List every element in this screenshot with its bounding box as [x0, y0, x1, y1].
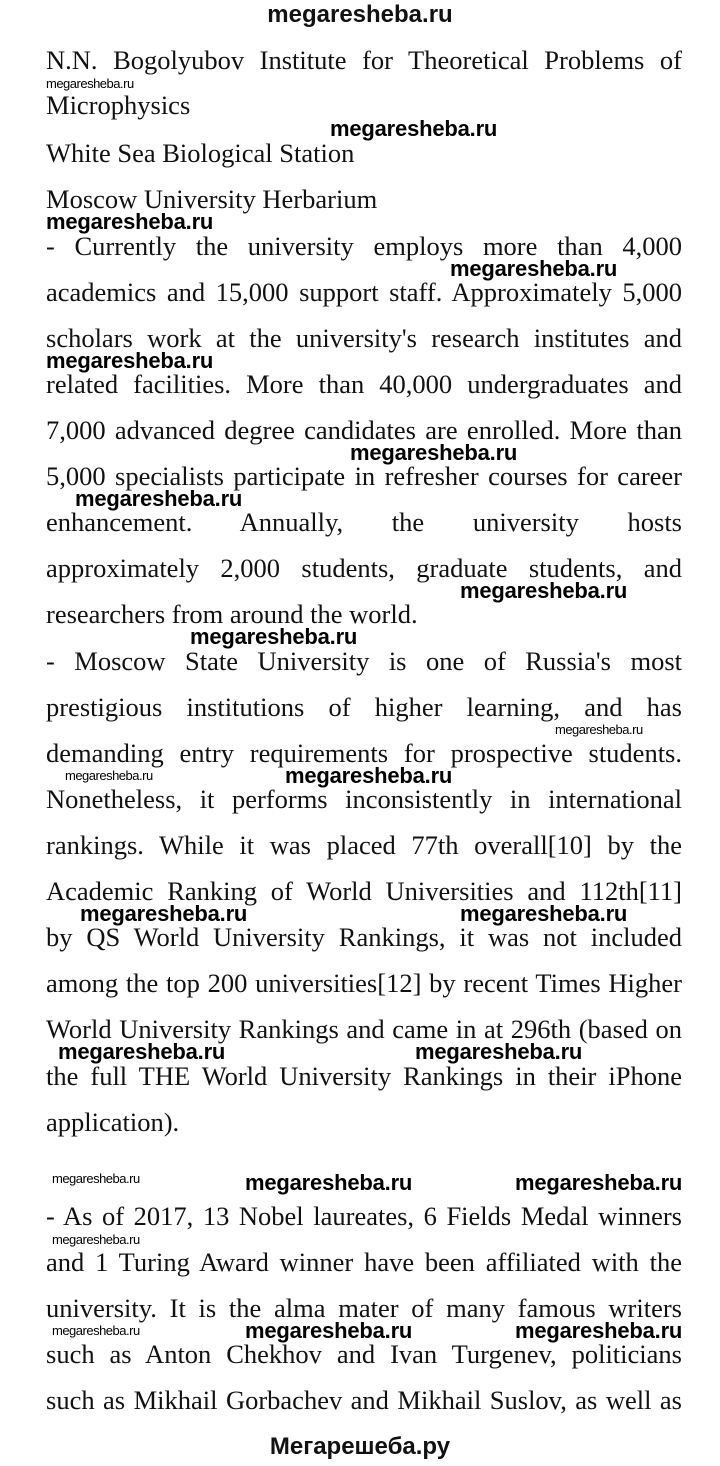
text-line: Microphysics — [46, 90, 191, 120]
watermark: megaresheba.ru — [46, 76, 134, 91]
text-line: prestigious institutions of higher learning, and has — [46, 692, 682, 722]
watermark: megaresheba.ru — [80, 901, 248, 926]
text-line: - Currently the university employs more than 4,000 — [46, 231, 682, 261]
watermark: megaresheba.ru — [450, 256, 618, 281]
watermark: megaresheba.ru — [415, 1039, 583, 1064]
text-line: and 1 Turing Award winner have been affiliated with the — [46, 1247, 682, 1277]
text-line: - As of 2017, 13 Nobel laureates, 6 Fields Medal winners — [46, 1201, 682, 1231]
text-line: application). — [46, 1107, 180, 1137]
text-line: 5,000 specialists participate in refresher courses for career — [46, 461, 682, 491]
text-line: scholars work at the university's research institutes and — [46, 323, 682, 353]
text-line: World University Rankings and came in at 296th (based on — [46, 1014, 682, 1044]
text-line: N.N. Bogolyubov Institute for Theoretical Problems of — [46, 45, 682, 75]
text-line: among the top 200 universities[12] by recent Times Higher — [46, 968, 682, 998]
text-line: rankings. While it was placed 77th overall[10] by the — [46, 830, 682, 860]
text-line: Academic Ranking of World Universities and 112th[11] — [46, 876, 682, 906]
text-line: 7,000 advanced degree candidates are enrolled. More than — [46, 415, 682, 445]
text-line: such as Mikhail Gorbachev and Mikhail Suslov, as well as — [46, 1385, 682, 1415]
page-header-watermark: megaresheba.ru — [267, 1, 453, 28]
text-line: the full THE World University Rankings in their iPhone — [46, 1061, 682, 1091]
text-line: enhancement. Annually, the university hosts — [46, 507, 682, 537]
text-line: such as Anton Chekhov and Ivan Turgenev, politicians — [46, 1339, 682, 1369]
page-footer-watermark: Мегарешеба.ру — [269, 1433, 451, 1460]
text-line: by QS World University Rankings, it was not included — [46, 922, 682, 952]
watermark: megaresheba.ru — [52, 1323, 140, 1338]
watermark: megaresheba.ru — [330, 116, 498, 141]
watermark: megaresheba.ru — [460, 578, 628, 603]
watermark: megaresheba.ru — [65, 768, 153, 783]
watermark: megaresheba.ru — [46, 348, 214, 373]
watermark: megaresheba.ru — [52, 1171, 140, 1186]
text-line: researchers from around the world. — [46, 599, 418, 629]
watermark: megaresheba.ru — [515, 1170, 683, 1195]
watermark: megaresheba.ru — [245, 1318, 413, 1343]
watermark: megaresheba.ru — [350, 440, 518, 465]
watermark: megaresheba.ru — [190, 624, 358, 649]
text-line: approximately 2,000 students, graduate students, and — [46, 553, 682, 583]
text-line: academics and 15,000 support staff. Approximately 5,000 — [46, 277, 682, 307]
watermark: megaresheba.ru — [515, 1318, 683, 1343]
text-line: demanding entry requirements for prospective students. — [46, 738, 682, 768]
watermark: megaresheba.ru — [285, 763, 453, 788]
watermark: megaresheba.ru — [460, 901, 628, 926]
watermark: megaresheba.ru — [555, 722, 643, 737]
text-line: university. It is the alma mater of many famous writers — [46, 1293, 682, 1323]
watermark: megaresheba.ru — [245, 1170, 413, 1195]
watermark: megaresheba.ru — [52, 1232, 140, 1247]
text-line: Nonetheless, it performs inconsistently in international — [46, 784, 682, 814]
text-line: White Sea Biological Station — [46, 138, 355, 168]
watermark: megaresheba.ru — [75, 486, 243, 511]
text-line: related facilities. More than 40,000 undergraduates and — [46, 369, 682, 399]
watermark: megaresheba.ru — [58, 1039, 226, 1064]
text-line: - Moscow State University is one of Russia's most — [46, 646, 682, 676]
text-line: Moscow University Herbarium — [46, 184, 378, 214]
watermark: megaresheba.ru — [46, 209, 214, 234]
